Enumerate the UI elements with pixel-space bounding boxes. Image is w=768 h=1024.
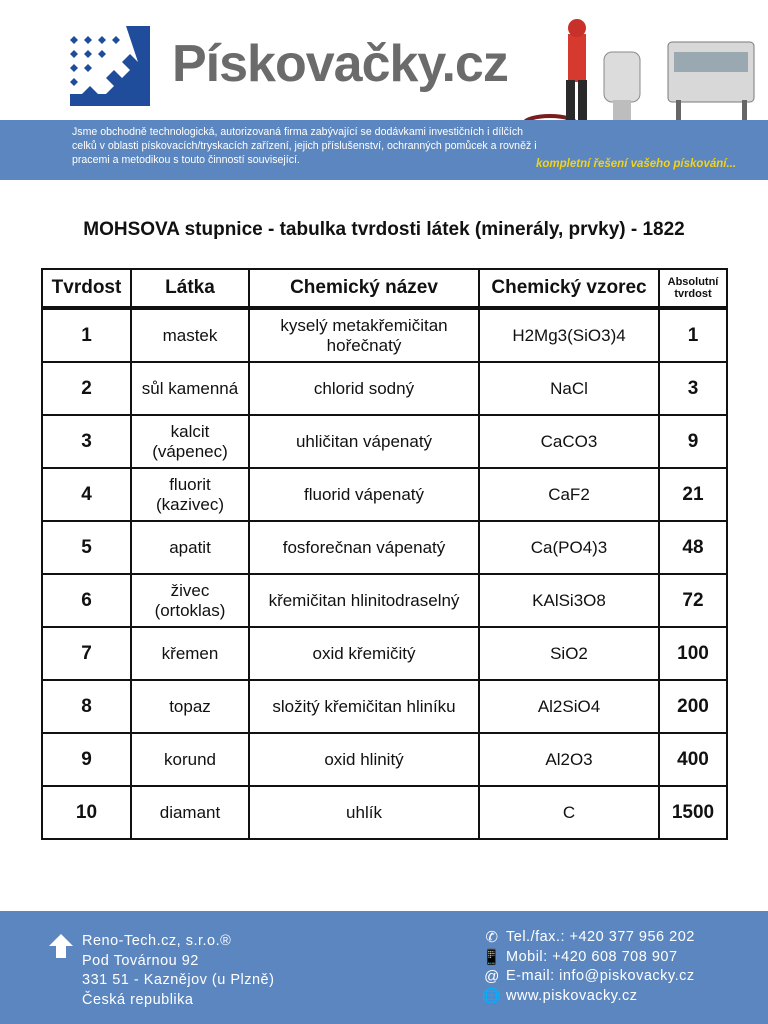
cell-absolutni-tvrdost: 9 — [659, 415, 727, 468]
email-link[interactable]: E-mail: info@piskovacky.cz — [506, 968, 695, 984]
cell-absolutni-tvrdost: 1 — [659, 308, 727, 362]
table-row — [42, 362, 727, 415]
cell-absolutni-tvrdost: 3 — [659, 362, 727, 415]
cell-chemicky-vzorec: Al2O3 — [479, 733, 659, 786]
slogan: kompletní řešení vašeho pískování... — [536, 158, 737, 170]
cell-absolutni-tvrdost: 21 — [659, 468, 727, 521]
address-line: Česká republika — [82, 991, 194, 1008]
mohs-hardness-table — [41, 268, 728, 840]
address-line: 331 51 - Kaznějov (u Plzně) — [82, 972, 275, 988]
home-arrow-icon — [48, 933, 74, 959]
header-chemicky-vzorec: Chemický vzorec — [479, 269, 659, 308]
mobile-text: Mobil: +420 608 708 907 — [506, 948, 678, 965]
page-title: MOHSOVA stupnice - tabulka tvrdosti látek (minerály, prvky) - 1822 — [83, 219, 685, 240]
cell-tvrdost: 7 — [42, 627, 131, 680]
cell-tvrdost: 9 — [42, 733, 131, 786]
company-intro-text: Jsme obchodně technologická, autorizovaná firma zabývající se dodávkami investičních i dílčích celků v oblasti pískovacích/tryskacích zařízení, jejich příslušenství, ochranných pomůcek a rovněž i pracemi a metodikou s touto činností související. — [72, 126, 537, 166]
cell-tvrdost: 4 — [42, 468, 131, 521]
cell-chemicky-vzorec: Ca(PO4)3 — [479, 521, 659, 574]
cell-latka: mastek — [131, 308, 249, 362]
cell-chemicky-vzorec: KAlSi3O8 — [479, 574, 659, 627]
cell-chemicky-nazev: oxid hlinitý — [249, 733, 479, 786]
cell-chemicky-nazev: křemičitan hlinitodraselný — [249, 574, 479, 627]
cell-chemicky-vzorec: H2Mg3(SiO3)4 — [479, 308, 659, 362]
header-chemicky-nazev: Chemický název — [249, 269, 479, 308]
cell-latka: topaz — [131, 680, 249, 733]
cell-chemicky-nazev: kyselý metakřemičitan hořečnatý — [249, 308, 479, 362]
cell-tvrdost: 10 — [42, 786, 131, 839]
contact-phone — [482, 928, 695, 948]
cell-chemicky-nazev: uhlík — [249, 786, 479, 839]
table-row — [42, 627, 727, 680]
cell-latka: diamant — [131, 786, 249, 839]
cell-chemicky-vzorec: C — [479, 786, 659, 839]
cell-latka: sůl kamenná — [131, 362, 249, 415]
table-header-row — [42, 269, 727, 308]
cell-chemicky-nazev: složitý křemičitan hliníku — [249, 680, 479, 733]
cell-absolutni-tvrdost: 100 — [659, 627, 727, 680]
contact-email[interactable] — [482, 967, 695, 987]
table-row — [42, 680, 727, 733]
table-row — [42, 574, 727, 627]
cell-absolutni-tvrdost: 48 — [659, 521, 727, 574]
page-header — [0, 0, 768, 180]
cell-chemicky-nazev: chlorid sodný — [249, 362, 479, 415]
cell-tvrdost: 1 — [42, 308, 131, 362]
contact-web[interactable] — [482, 987, 695, 1007]
mobile-icon: 📱 — [482, 948, 502, 966]
cell-latka: apatit — [131, 521, 249, 574]
cell-tvrdost: 5 — [42, 521, 131, 574]
cell-latka: kalcit (vápenec) — [131, 415, 249, 468]
cell-chemicky-vzorec: SiO2 — [479, 627, 659, 680]
cell-absolutni-tvrdost: 72 — [659, 574, 727, 627]
cell-chemicky-nazev: fosforečnan vápenatý — [249, 521, 479, 574]
table-row — [42, 521, 727, 574]
cell-chemicky-nazev: oxid křemičitý — [249, 627, 479, 680]
cell-chemicky-nazev: fluorid vápenatý — [249, 468, 479, 521]
cell-chemicky-vzorec: CaF2 — [479, 468, 659, 521]
header-latka: Látka — [131, 269, 249, 308]
cell-chemicky-vzorec: NaCl — [479, 362, 659, 415]
globe-icon: 🌐 — [482, 987, 502, 1005]
company-address — [82, 932, 274, 1010]
contact-list — [482, 928, 695, 1006]
brand-name: Pískovačky.cz — [172, 35, 508, 93]
contact-mobile — [482, 948, 695, 968]
table-row — [42, 733, 727, 786]
page-footer — [0, 911, 768, 1024]
phone-text: Tel./fax.: +420 377 956 202 — [506, 929, 695, 945]
phone-icon: ✆ — [485, 929, 499, 946]
cell-absolutni-tvrdost: 1500 — [659, 786, 727, 839]
table-row — [42, 415, 727, 468]
cell-tvrdost: 3 — [42, 415, 131, 468]
cell-absolutni-tvrdost: 400 — [659, 733, 727, 786]
cell-absolutni-tvrdost: 200 — [659, 680, 727, 733]
table-row — [42, 468, 727, 521]
cell-tvrdost: 2 — [42, 362, 131, 415]
table-row — [42, 308, 727, 362]
cell-chemicky-vzorec: Al2SiO4 — [479, 680, 659, 733]
cell-latka: živec (ortoklas) — [131, 574, 249, 627]
cell-tvrdost: 8 — [42, 680, 131, 733]
cell-latka: korund — [131, 733, 249, 786]
company-logo-icon — [64, 24, 152, 108]
cell-chemicky-nazev: uhličitan vápenatý — [249, 415, 479, 468]
cell-latka: fluorit (kazivec) — [131, 468, 249, 521]
address-line: Pod Továrnou 92 — [82, 952, 199, 969]
header-absolutni-tvrdost: Absolutní tvrdost — [659, 269, 727, 308]
table-body — [42, 308, 727, 839]
header-tvrdost: Tvrdost — [42, 269, 131, 308]
cell-chemicky-vzorec: CaCO3 — [479, 415, 659, 468]
cell-tvrdost: 6 — [42, 574, 131, 627]
address-line: Reno-Tech.cz, s.r.o.® — [82, 933, 232, 949]
cell-latka: křemen — [131, 627, 249, 680]
at-sign-icon: @ — [484, 968, 500, 985]
web-link[interactable]: www.piskovacky.cz — [506, 987, 638, 1004]
table-row — [42, 786, 727, 839]
